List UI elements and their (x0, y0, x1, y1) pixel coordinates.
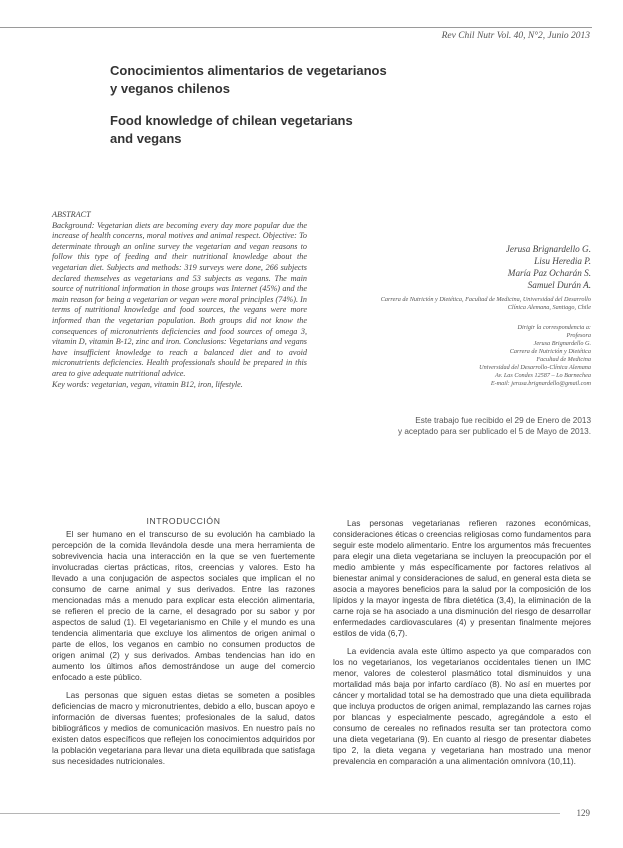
correspondence-line: Carrera de Nutrición y Dietética (509, 348, 591, 355)
title-es-line2: y veganos chilenos (110, 81, 230, 96)
title-en-line1: Food knowledge of chilean vegetarians (110, 113, 353, 128)
correspondence-block (479, 324, 591, 388)
paragraph: Las personas vegetarianas refieren razones económicas, consideraciones éticas o creencias religiosas como fundamentos para seguir este modelo alimentario. Entre los argumentos más frecuentes para elegir una dieta vegetariana se incluyen la preocupación por el medio ambiente y más específicamente por factores relativos al bienestar animal y consideraciones de salud, en general esta dieta se asocia a mayores beneficios para la salud por la composición de los lípidos y la mayor ingesta de fibra dietética (3,4), la eliminación de la carne roja se ha asociado a una disminución del riesgo de desarrollar enfermedades cardiovasculares (4) y presentan finalmente mejores estilos de vida (6,7). (333, 518, 591, 638)
body-column-right (333, 518, 591, 774)
received-note (398, 415, 591, 437)
received-line2: y aceptado para ser publicado el 5 de Mayo de 2013. (398, 427, 591, 436)
author-name: Lisu Heredia P. (534, 256, 591, 266)
correspondence-line: Jerusa Brignardello G. (533, 340, 591, 347)
header-rule (0, 27, 592, 28)
abstract (52, 210, 307, 390)
paragraph: El ser humano en el transcurso de su evolución ha cambiado la percepción de la comida llevándola desde una mera herramienta de sobrevivencia hacia una interacción en la que se ven fuertemente involucradas ciertas prácticas, ritos, creencias y valores. Esto ha llevado a una conjugación de aspectos sociales que implican el no consumo de carne animal y sus derivados. Entre las razones mencionadas más a menudo para explicar esta elección alimentaria, se refieren el precio de la carne, el desagrado por su sabor y por aspectos de salud (1). El vegetarianismo en Chile y el mundo es una tendencia alimentaria que excluye los alimentos de origen animal o parte de ellos, los veganos en cambio no consumen productos de origen animal (2) y sus derivados. Ambas tendencias han ido en aumento los últimos años demostrándose un auge del comercio enfocado a este público. (52, 529, 315, 682)
affiliation-line2: Clínica Alemana, Santiago, Chile (507, 304, 591, 312)
correspondence-line: Profesora (566, 332, 591, 339)
footer-rule (0, 813, 560, 814)
abstract-body: Background: Vegetarian diets are becoming every day more popular due the increase of health concerns, moral motives and animal respect. Objective: To determinate through an online survey the vegetarian and vegan reasons to follow this type of feeding and their nutritional knowledge about the vegetarian diet. Subjects and methods: 319 surveys were done, 266 subjects declared themselves as vegetarians and 53 subjects as vegans. The main source of nutritional information in those groups was Internet (45%) and the main reason for being a vegetarian or vegan were moral principles (74%). In terms of nutritional knowledge and food sources, the vegans were more informed than the vegetarian population. Both groups did not know the consequences of micronutrients deficiencies and food sources of omega 3, vitamin D, vitamin B-12, zinc and iron. Conclusions: Vegetarians and vegans have insufficient knowledge to reach a balanced diet and to avoid micronutrients deficiencies. Health professionals should be prepared in this area to give adequate nutritional advice. (52, 220, 307, 378)
title-spanish (110, 62, 430, 98)
author-name: Jerusa Brignardello G. (505, 244, 591, 254)
title-english (110, 112, 430, 148)
author-name: María Paz Ocharán S. (507, 268, 591, 278)
page-number: 129 (576, 808, 590, 818)
correspondence-email: E-mail: jerusa.brignardello@gmail.com (490, 380, 591, 387)
author-list (506, 243, 591, 291)
author-name: Samuel Durán A. (527, 280, 591, 290)
paragraph: La evidencia avala este último aspecto ya que comparados con los no vegetarianos, los vegetarianos occidentales tienen un IMC menor, valores de colesterol plasmático total disminuidos y una mortalidad más baja por infarto cardíaco (8). No así en muertes por cáncer y mortalidad total se ha demostrado que una dieta equilibrada que incluya productos de origen animal, remplazando las carnes rojas por blancas y especialmente pescado, agregándole a esto el consumo de cereales no refinados resulta ser tan protectora como una dieta vegetariana (9). En cuanto al riesgo de presentar diabetes tipo 2, la dieta vegana y vegetariana han mostrado una menor prevalencia en comparación a una alimentación omnívora (10,11). (333, 646, 591, 766)
title-en-line2: and vegans (110, 131, 182, 146)
affiliation (336, 296, 591, 313)
correspondence-line: Universidad del Desarrollo-Clínica Alemana (479, 364, 591, 371)
section-heading-introduccion: INTRODUCCIÓN (146, 516, 221, 526)
correspondence-line: Dirigir la correspondencia a: (517, 324, 591, 331)
abstract-heading: ABSTRACT (52, 210, 91, 219)
abstract-keywords: Key words: vegetarian, vegan, vitamin B12, iron, lifestyle. (52, 379, 243, 389)
journal-citation: Rev Chil Nutr Vol. 40, N°2, Junio 2013 (441, 31, 590, 41)
correspondence-line: Facultad de Medicina (536, 356, 591, 363)
received-line1: Este trabajo fue recibido el 29 de Enero de 2013 (415, 416, 591, 425)
paragraph: Las personas que siguen estas dietas se someten a posibles deficiencias de macro y micronutrientes, debido a ello, buscan apoyo e información de diversas fuentes; profesionales de la salud, datos bibliográficos y medios de comunicación masivos. En nuestro país no existen datos específicos que reflejen los conocimientos adquiridos por la población vegetariana para llevar una dieta equilibrada que satisfaga sus necesidades nutricionales. (52, 690, 315, 766)
title-es-line1: Conocimientos alimentarios de vegetarianos (110, 63, 387, 78)
body-column-left (52, 529, 315, 774)
correspondence-line: Av. Las Condes 12587 – Lo Barnechea (495, 372, 591, 379)
affiliation-line1: Carrera de Nutrición y Dietética, Facultad de Medicina, Universidad del Desarrollo (380, 296, 591, 303)
